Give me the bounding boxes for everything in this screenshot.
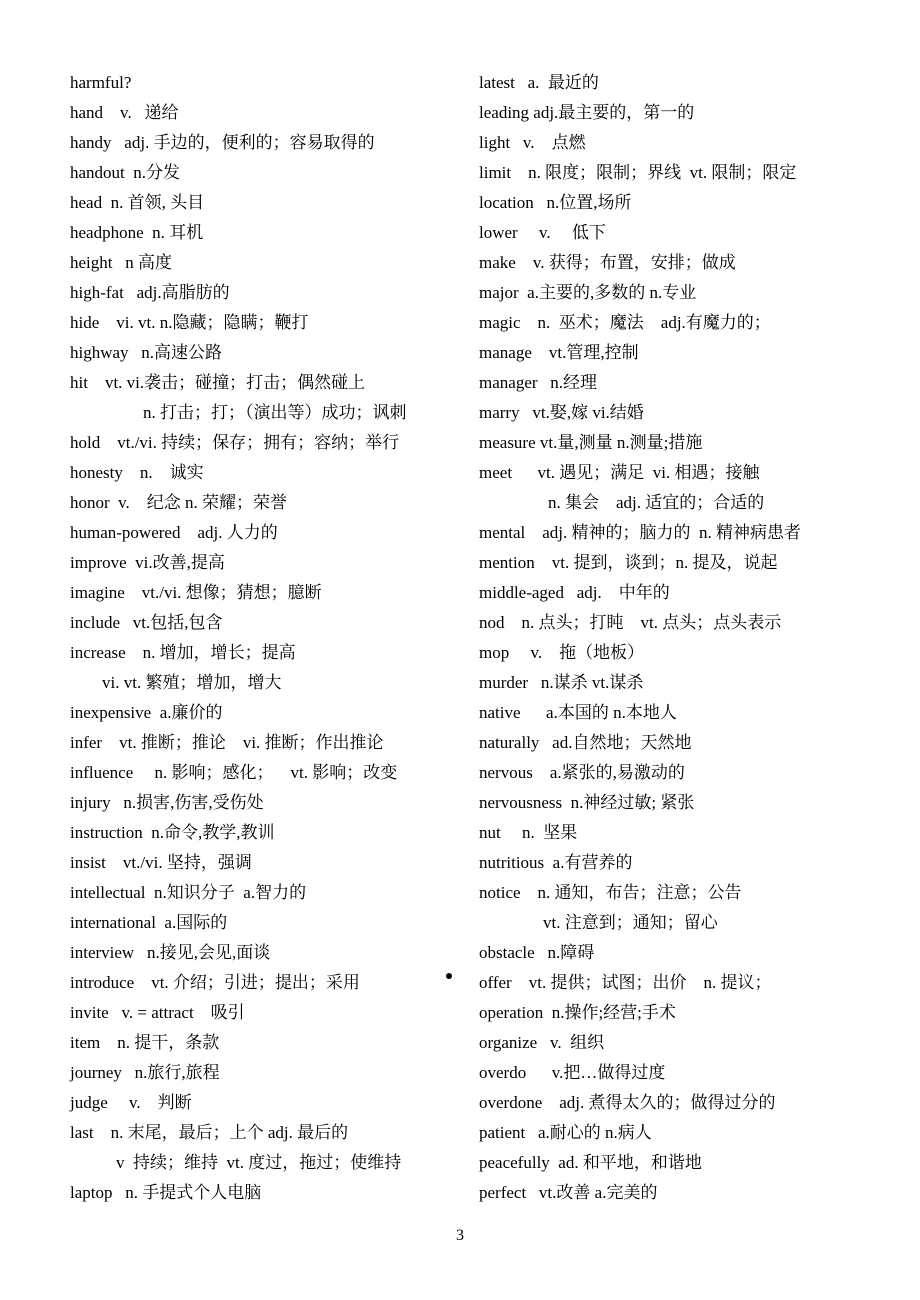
vocab-entry: handy adj. 手边的，便利的；容易取得的: [70, 133, 375, 152]
vocab-entry: patient a.耐心的 n.病人: [479, 1123, 652, 1142]
vocab-entry: improve vi.改善,提高: [70, 553, 225, 572]
vocab-entry: vi. vt. 繁殖；增加，增大: [102, 673, 282, 692]
vocab-entry: hit vt. vi.袭击；碰撞；打击；偶然碰上: [70, 373, 366, 392]
vocab-entry: include vt.包括,包含: [70, 613, 223, 632]
vocab-entry: laptop n. 手提式个人电脑: [70, 1183, 262, 1202]
vocab-entry: limit n. 限度；限制；界线 vt. 限制；限定: [479, 163, 797, 182]
vocab-entry: make v. 获得；布置，安排；做成: [479, 253, 736, 272]
vocab-entry: meet vt. 遇见；满足 vi. 相遇；接触: [479, 463, 760, 482]
vocab-entry: honesty n. 诚实: [70, 463, 204, 482]
vocab-entry: notice n. 通知，布告；注意；公告: [479, 883, 742, 902]
vocab-entry: instruction n.命令,教学,教训: [70, 823, 275, 842]
vocab-entry: invite v. = attract 吸引: [70, 1003, 245, 1022]
vocab-entry: head n. 首领, 头目: [70, 193, 205, 212]
vocab-entry: harmful?: [70, 73, 132, 92]
vocab-entry: leading adj.最主要的，第一的: [479, 103, 695, 122]
vocab-entry: middle-aged adj. 中年的: [479, 583, 670, 602]
vocab-entry: latest a. 最近的: [479, 73, 599, 92]
vocab-entry: judge v. 判断: [70, 1093, 192, 1112]
vocab-entry: lower v. 低下: [479, 223, 606, 242]
vocab-entry: nutritious a.有营养的: [479, 853, 633, 872]
vocab-entry: introduce vt. 介绍；引进；提出；采用: [70, 973, 360, 992]
vocab-entry: inexpensive a.廉价的: [70, 703, 223, 722]
vocab-entry: mention vt. 提到，谈到；n. 提及，说起: [479, 553, 778, 572]
vocab-entry: item n. 提干，条款: [70, 1033, 220, 1052]
vocab-entry: peacefully ad. 和平地，和谐地: [479, 1153, 702, 1172]
vocab-entry: perfect vt.改善 a.完美的: [479, 1183, 658, 1202]
vocab-entry: mop v. 拖（地板）: [479, 643, 645, 662]
vocab-entry: influence n. 影响；感化； vt. 影响；改变: [70, 763, 398, 782]
vocab-entry: injury n.损害,伤害,受伤处: [70, 793, 264, 812]
vocab-entry: n. 集会 adj. 适宜的；合适的: [548, 493, 765, 512]
vocab-entry: n. 打击；打；（演出等）成功；讽刺: [143, 403, 407, 422]
vocab-entry: international a.国际的: [70, 913, 228, 932]
vocab-entry: hold vt./vi. 持续；保存；拥有；容纳；举行: [70, 433, 400, 452]
bullet-marker: [446, 973, 452, 979]
vocab-entry: increase n. 增加，增长；提高: [70, 643, 296, 662]
vocab-entry: obstacle n.障碍: [479, 943, 595, 962]
left-column: [70, 68, 460, 1208]
vocab-entry: overdo v.把…做得过度: [479, 1063, 666, 1082]
vocab-entry: nervousness n.神经过敏; 紧张: [479, 793, 695, 812]
right-column: [479, 68, 909, 1208]
vocab-entry: murder n.谋杀 vt.谋杀: [479, 673, 644, 692]
vocab-entry: location n.位置,场所: [479, 193, 632, 212]
vocab-entry: insist vt./vi. 坚持，强调: [70, 853, 252, 872]
vocab-entry: offer vt. 提供；试图；出价 n. 提议；: [479, 973, 772, 992]
vocab-entry: organize v. 组织: [479, 1033, 605, 1052]
vocab-entry: v 持续；维持 vt. 度过，拖过；使维持: [116, 1153, 402, 1172]
vocab-entry: light v. 点燃: [479, 133, 586, 152]
vocab-entry: nut n. 坚果: [479, 823, 578, 842]
vocab-entry: highway n.高速公路: [70, 343, 223, 362]
vocab-entry: headphone n. 耳机: [70, 223, 204, 242]
vocab-entry: operation n.操作;经营;手术: [479, 1003, 676, 1022]
vocab-entry: human-powered adj. 人力的: [70, 523, 278, 542]
vocab-entry: high-fat adj.高脂肪的: [70, 283, 230, 302]
vocab-entry: interview n.接见,会见,面谈: [70, 943, 271, 962]
vocab-entry: hide vi. vt. n.隐藏；隐瞒；鞭打: [70, 313, 309, 332]
vocab-entry: handout n.分发: [70, 163, 181, 182]
vocab-entry: vt. 注意到；通知；留心: [543, 913, 718, 932]
vocab-entry: nervous a.紧张的,易激动的: [479, 763, 685, 782]
vocab-entry: imagine vt./vi. 想像；猜想；臆断: [70, 583, 322, 602]
vocab-entry: manage vt.管理,控制: [479, 343, 639, 362]
vocab-entry: major a.主要的,多数的 n.专业: [479, 283, 697, 302]
page-number: 3: [456, 1227, 464, 1244]
vocab-entry: marry vt.娶,嫁 vi.结婚: [479, 403, 644, 422]
vocab-entry: height n 高度: [70, 253, 172, 272]
vocab-entry: infer vt. 推断；推论 vi. 推断；作出推论: [70, 733, 384, 752]
vocab-entry: overdone adj. 煮得太久的；做得过分的: [479, 1093, 776, 1112]
vocab-entry: naturally ad.自然地；天然地: [479, 733, 692, 752]
vocab-entry: nod n. 点头；打盹 vt. 点头；点头表示: [479, 613, 782, 632]
vocab-entry: measure vt.量,测量 n.测量;措施: [479, 433, 703, 452]
vocab-entry: mental adj. 精神的；脑力的 n. 精神病患者: [479, 523, 802, 542]
vocab-entry: hand v. 递给: [70, 103, 179, 122]
vocab-entry: magic n. 巫术；魔法 adj.有魔力的；: [479, 313, 771, 332]
vocab-entry: last n. 末尾，最后；上个 adj. 最后的: [70, 1123, 349, 1142]
vocab-entry: native a.本国的 n.本地人: [479, 703, 677, 722]
vocab-entry: manager n.经理: [479, 373, 598, 392]
vocab-entry: intellectual n.知识分子 a.智力的: [70, 883, 307, 902]
vocab-entry: journey n.旅行,旅程: [70, 1063, 220, 1082]
vocab-entry: honor v. 纪念 n. 荣耀；荣誉: [70, 493, 288, 512]
